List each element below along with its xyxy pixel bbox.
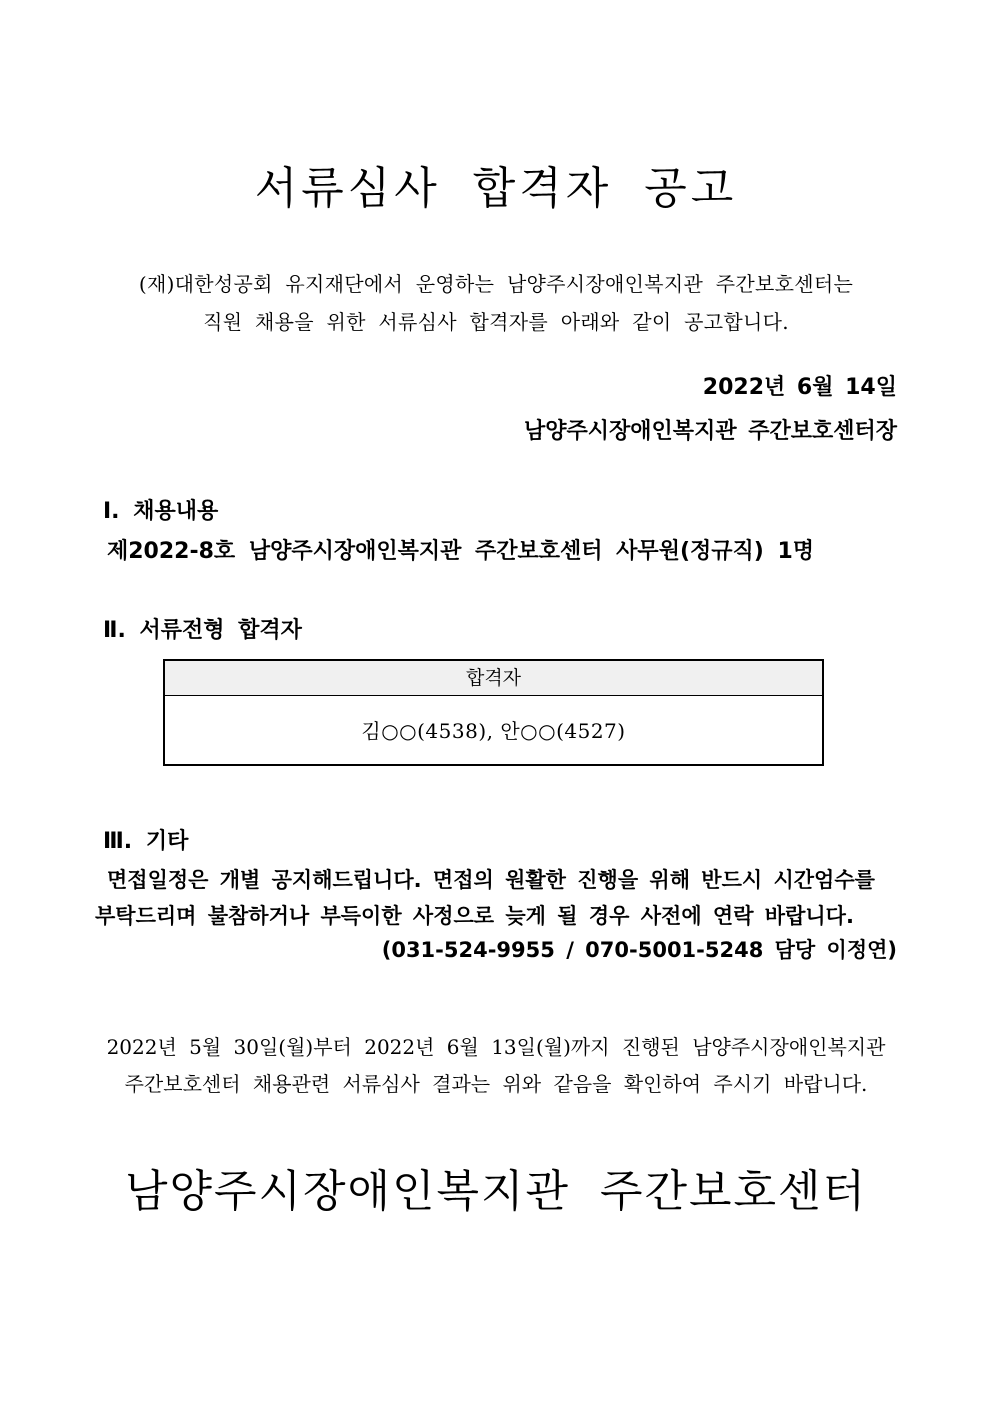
intro-line-1: (재)대한성공회 유지재단에서 운영하는 남양주시장애인복지관 주간보호센터는 bbox=[138, 272, 854, 296]
other-notice-line-2: 부탁드리며 불참하거나 부득이한 사정으로 늦게 될 경우 사전에 연락 바랍니다. bbox=[95, 904, 854, 928]
issuer: 남양주시장애인복지관 주간보호센터장 bbox=[524, 419, 897, 444]
section-heading-other: Ⅲ. 기타 bbox=[103, 829, 189, 854]
recruitment-details: 제2022-8호 남양주시장애인복지관 주간보호센터 사무원(정규직) 1명 bbox=[107, 539, 815, 564]
passers-table-cell: 김○○(4538), 안○○(4527) bbox=[361, 719, 626, 743]
other-notice-line-1: 면접일정은 개별 공지해드립니다. 면접의 원활한 진행을 위해 반드시 시간엄수를 bbox=[107, 868, 875, 892]
section-heading-recruitment: Ⅰ. 채용내용 bbox=[103, 499, 219, 524]
contact-info: (031-524-9955 / 070-5001-5248 담당 이정연) bbox=[381, 938, 897, 962]
document-title: 서류심사 합격자 공고 bbox=[254, 163, 738, 214]
footer-organization: 남양주시장애인복지관 주간보호센터 bbox=[124, 1166, 868, 1217]
section-heading-passers: Ⅱ. 서류전형 합격자 bbox=[103, 618, 302, 643]
passers-table-header: 합격자 bbox=[165, 661, 822, 696]
intro-line-2: 직원 채용을 위한 서류심사 합격자를 아래와 같이 공고합니다. bbox=[203, 310, 789, 334]
closing-line-1: 2022년 5월 30일(월)부터 2022년 6월 13일(월)까지 진행된 남양주시장애인복지관 bbox=[106, 1035, 886, 1059]
passers-table bbox=[163, 659, 824, 766]
closing-line-2: 주간보호센터 채용관련 서류심사 결과는 위와 같음을 확인하여 주시기 바랍니다. bbox=[124, 1072, 868, 1096]
announcement-date: 2022년 6월 14일 bbox=[702, 375, 897, 400]
